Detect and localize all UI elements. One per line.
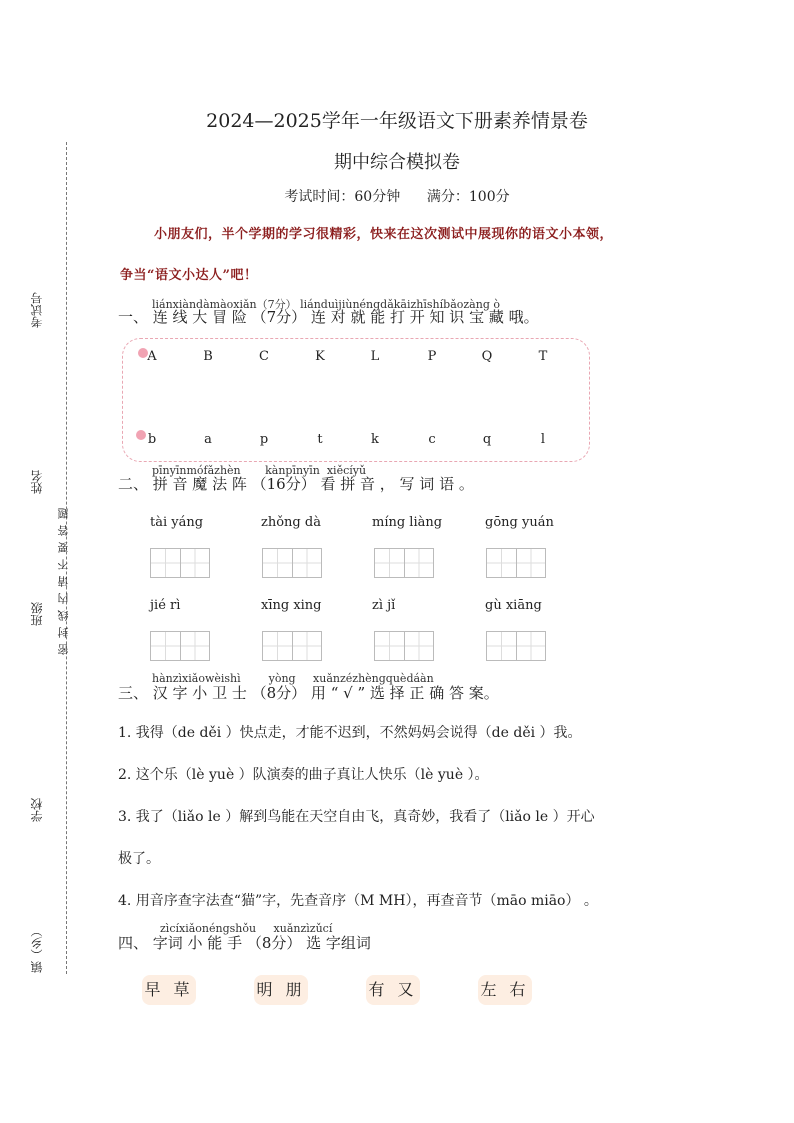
matching-box (122, 338, 590, 462)
page-title: 2024—2025学年一年级语文下册素养情景卷 (206, 110, 588, 132)
uppercase-letter[interactable]: L (370, 349, 380, 364)
section3-pinyin: hànzìxiǎowèishì yòng xuǎnzézhèngquèdáàn (152, 672, 434, 685)
section2-pinyin: pīnyīnmófǎzhèn kànpīnyīn xiěcíyǔ (152, 464, 367, 477)
exam-number-label: 考试号 (30, 292, 44, 328)
writing-grid[interactable] (374, 548, 434, 578)
name-label: 姓名 (30, 470, 44, 494)
uppercase-letter[interactable]: T (538, 349, 548, 364)
pinyin-prompt: míng liàng (372, 515, 443, 530)
word-choice-card[interactable]: 明 朋 (254, 975, 308, 1005)
pinyin-prompt: gù xiāng (485, 598, 542, 613)
uppercase-letter[interactable]: K (315, 349, 325, 364)
class-label: 班级 (30, 602, 44, 626)
pinyin-prompt: tài yáng (150, 515, 204, 530)
exam-info: 考试时间：60分钟 满分：100分 (284, 189, 510, 205)
intro-line-2: 争当“语文小达人”吧！ (120, 268, 258, 283)
town-label: 镇（乡） (30, 925, 44, 973)
seal-note: 密封线内请不要答题 (57, 502, 70, 655)
uppercase-letter[interactable]: C (259, 349, 269, 364)
uppercase-letter[interactable]: P (427, 349, 437, 364)
page-subtitle: 期中综合模拟卷 (334, 152, 460, 173)
writing-grid[interactable] (486, 631, 546, 661)
section4-title: 四、 字词 小 能 手 （8分） 选 字组词 (118, 934, 371, 952)
pinyin-prompt: xīng xing (261, 598, 322, 613)
lowercase-letter[interactable]: a (204, 432, 212, 447)
writing-grid[interactable] (374, 631, 434, 661)
lowercase-letter[interactable]: l (540, 432, 546, 447)
section3-title: 三、 汉 字 小 卫 士 （8分） 用 “ √ ” 选 择 正 确 答 案。 (118, 684, 499, 702)
lowercase-letter[interactable]: c (428, 432, 436, 447)
section4-pinyin: zìcíxiǎonéngshǒu xuǎnzìzǔcí (160, 922, 333, 935)
pinyin-prompt: jié rì (150, 598, 181, 613)
pinyin-prompt: zì jǐ (372, 598, 396, 613)
writing-grid[interactable] (262, 631, 322, 661)
pinyin-prompt: gōng yuán (485, 515, 554, 530)
lowercase-letter[interactable]: t (317, 432, 323, 447)
lowercase-letter[interactable]: q (482, 432, 492, 447)
uppercase-letter[interactable]: A (147, 349, 157, 364)
lowercase-letter[interactable]: p (259, 432, 269, 447)
question-3-continued: 极了。 (118, 851, 160, 867)
word-choice-card[interactable]: 早 草 (142, 975, 196, 1005)
writing-grid[interactable] (150, 548, 210, 578)
school-label: 学校 (30, 798, 44, 822)
question-2: 2. 这个乐（lè yuè ）队演奏的曲子真让人快乐（lè yuè ）。 (118, 767, 489, 783)
intro-line-1: 小朋友们，半个学期的学习很精彩，快来在这次测试中展现你的语文小本领， (154, 227, 614, 242)
uppercase-letter[interactable]: B (203, 349, 213, 364)
section2-title: 二、 拼 音 魔 法 阵 （16分） 看 拼 音 ， 写 词 语 。 (118, 475, 474, 493)
pinyin-prompt: zhǒng dà (261, 515, 321, 530)
writing-grid[interactable] (262, 548, 322, 578)
section1-title: 一、 连 线 大 冒 险 （7分） 连 对 就 能 打 开 知 识 宝 藏 哦。 (118, 308, 539, 326)
section1-pinyin: liánxiàndàmàoxiǎn（7分） liánduìjiùnéngdǎkāizhīshíbǎozàng ò (152, 298, 500, 311)
uppercase-letter[interactable]: Q (481, 349, 493, 364)
lowercase-letter[interactable]: b (147, 432, 157, 447)
word-choice-card[interactable]: 有 又 (366, 975, 420, 1005)
lowercase-letter[interactable]: k (371, 432, 379, 447)
writing-grid[interactable] (486, 548, 546, 578)
question-3: 3. 我了（liǎo le ）解到鸟能在天空自由飞，真奇妙，我看了（liǎo le ）开心 (118, 809, 595, 825)
writing-grid[interactable] (150, 631, 210, 661)
question-4: 4. 用音序查字法查“猫”字，先查音序（M MH），再查音节（māo miāo） 。 (118, 893, 598, 909)
word-choice-card[interactable]: 左 右 (478, 975, 532, 1005)
question-1: 1. 我得（de děi ）快点走，才能不迟到，不然妈妈会说得（de děi ）我。 (118, 725, 582, 741)
